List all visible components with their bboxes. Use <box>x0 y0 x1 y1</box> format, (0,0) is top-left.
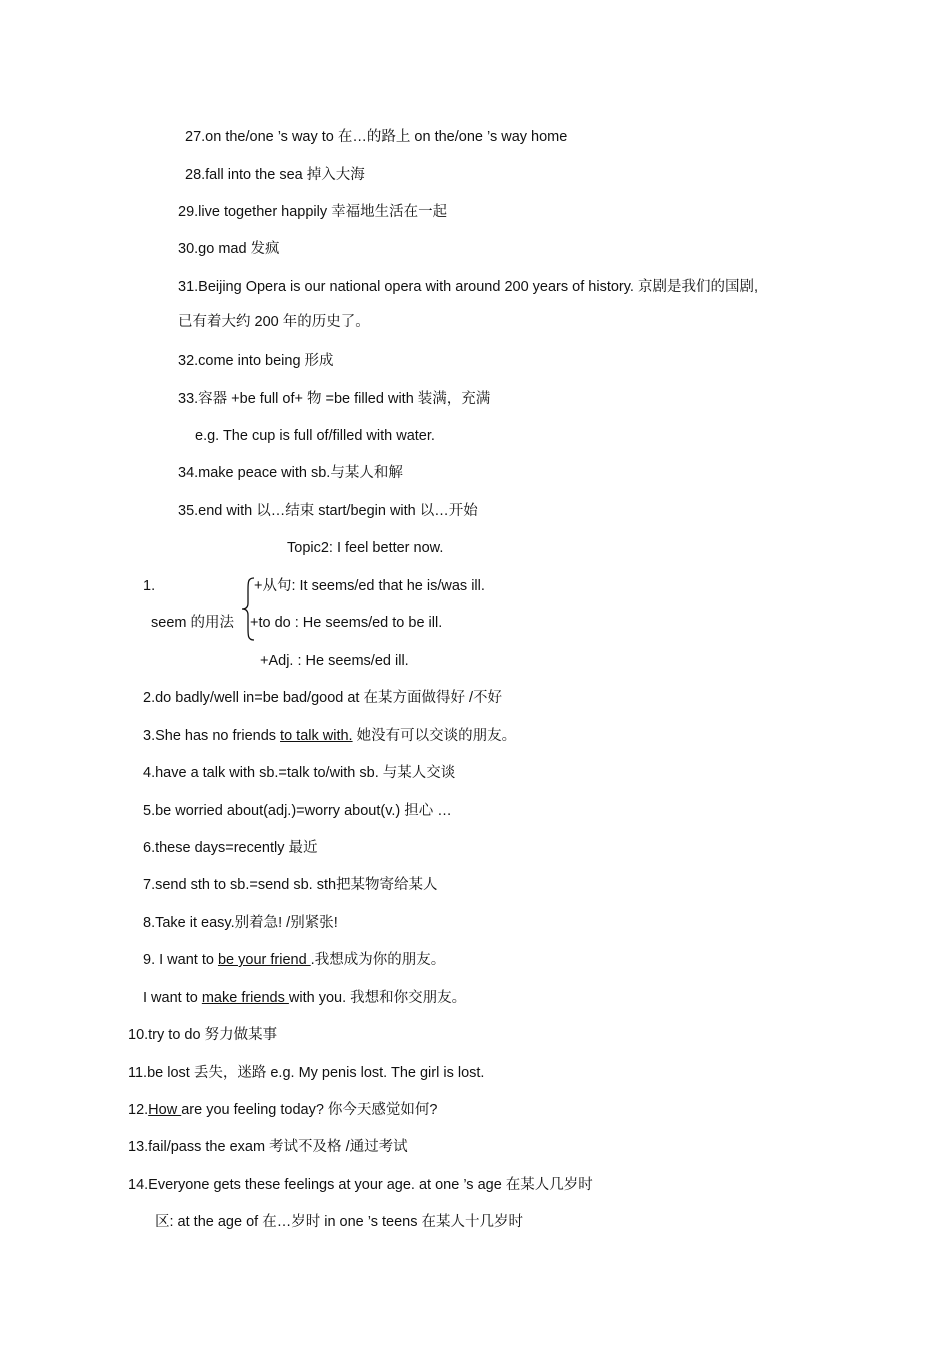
item-3-translation: 她没有可以交谈的朋友。 <box>352 728 517 744</box>
seem-usage-clause: +从句: It seems/ed that he is/was ill. <box>254 578 485 594</box>
topic-item-10: 10.try to do 努力做某事 <box>128 1027 278 1043</box>
item-9-text: 9. I want to <box>143 952 218 968</box>
item-9-translation: .我想成为你的朋友。 <box>310 952 446 968</box>
item-9b-translation: with you. 我想和你交朋友。 <box>288 990 467 1006</box>
topic-item-11: 11.be lost 丢失，迷路 e.g. My penis lost. The girl is lost. <box>128 1065 485 1081</box>
topic-heading: Topic2: I feel better now. <box>287 540 444 556</box>
topic-item-5: 5.be worried about(adj.)=worry about(v.) 担心 … <box>143 803 452 819</box>
item-28: 28.fall into the sea 掉入大海 <box>185 167 365 183</box>
item-9b-underlined: make friends <box>201 990 289 1006</box>
item-34: 34.make peace with sb.与某人和解 <box>178 465 403 481</box>
item-27: 27.on the/one ’s way to 在…的路上 on the/one ’s way home <box>185 129 568 145</box>
topic-item-7: 7.send sth to sb.=send sb. sth把某物寄给某人 <box>143 877 438 893</box>
seem-usage-label: seem 的用法 <box>151 615 234 631</box>
topic-item-1-number: 1. <box>143 578 156 594</box>
topic-item-13: 13.fail/pass the exam 考试不及格 /通过考试 <box>128 1139 408 1155</box>
item-29: 29.live together happily 幸福地生活在一起 <box>178 204 448 220</box>
seem-usage-adj: +Adj. : He seems/ed ill. <box>260 653 409 669</box>
item-33: 33.容器 +be full of+ 物 =be filled with 装满，充满 <box>178 391 491 407</box>
item-3-text: 3.She has no friends <box>143 728 281 744</box>
topic-item-4: 4.have a talk with sb.=talk to/with sb. 与某人交谈 <box>143 765 456 781</box>
topic-item-14: 14.Everyone gets these feelings at your age. at one ’s age 在某人几岁时 <box>128 1177 593 1193</box>
item-9-underlined: be your friend <box>217 952 311 968</box>
seem-usage-to-do: +to do : He seems/ed to be ill. <box>250 615 443 631</box>
topic-item-14-note: 区: at the age of 在…岁时 in one ’s teens 在某人十几岁时 <box>155 1214 524 1230</box>
item-30: 30.go mad 发疯 <box>178 241 280 257</box>
item-31-cont: 已有着大约 200 年的历史了。 <box>178 314 370 330</box>
topic-item-3 <box>143 727 516 745</box>
item-9b-text: I want to <box>143 990 202 1006</box>
item-3-underlined: to talk with. <box>280 728 353 744</box>
item-12-underlined: How <box>148 1102 182 1118</box>
item-33-example: e.g. The cup is full of/filled with water. <box>195 428 435 444</box>
topic-item-8: 8.Take it easy.别着急! /别紧张! <box>143 915 338 931</box>
item-31: 31.Beijing Opera is our national opera with around 200 years of history. 京剧是我们的国剧, <box>178 279 758 295</box>
topic-item-9-b <box>143 989 466 1007</box>
topic-item-2: 2.do badly/well in=be bad/good at 在某方面做得好 /不好 <box>143 690 503 706</box>
topic-item-9 <box>143 951 445 969</box>
topic-item-6: 6.these days=recently 最近 <box>143 840 318 856</box>
topic-item-12: 12.How are you feeling today? 你今天感觉如何? <box>128 1102 438 1118</box>
item-32: 32.come into being 形成 <box>178 353 334 369</box>
item-12-text: are you feeling today? 你今天感觉如何? <box>181 1102 438 1118</box>
item-35: 35.end with 以…结束 start/begin with 以…开始 <box>178 503 478 519</box>
